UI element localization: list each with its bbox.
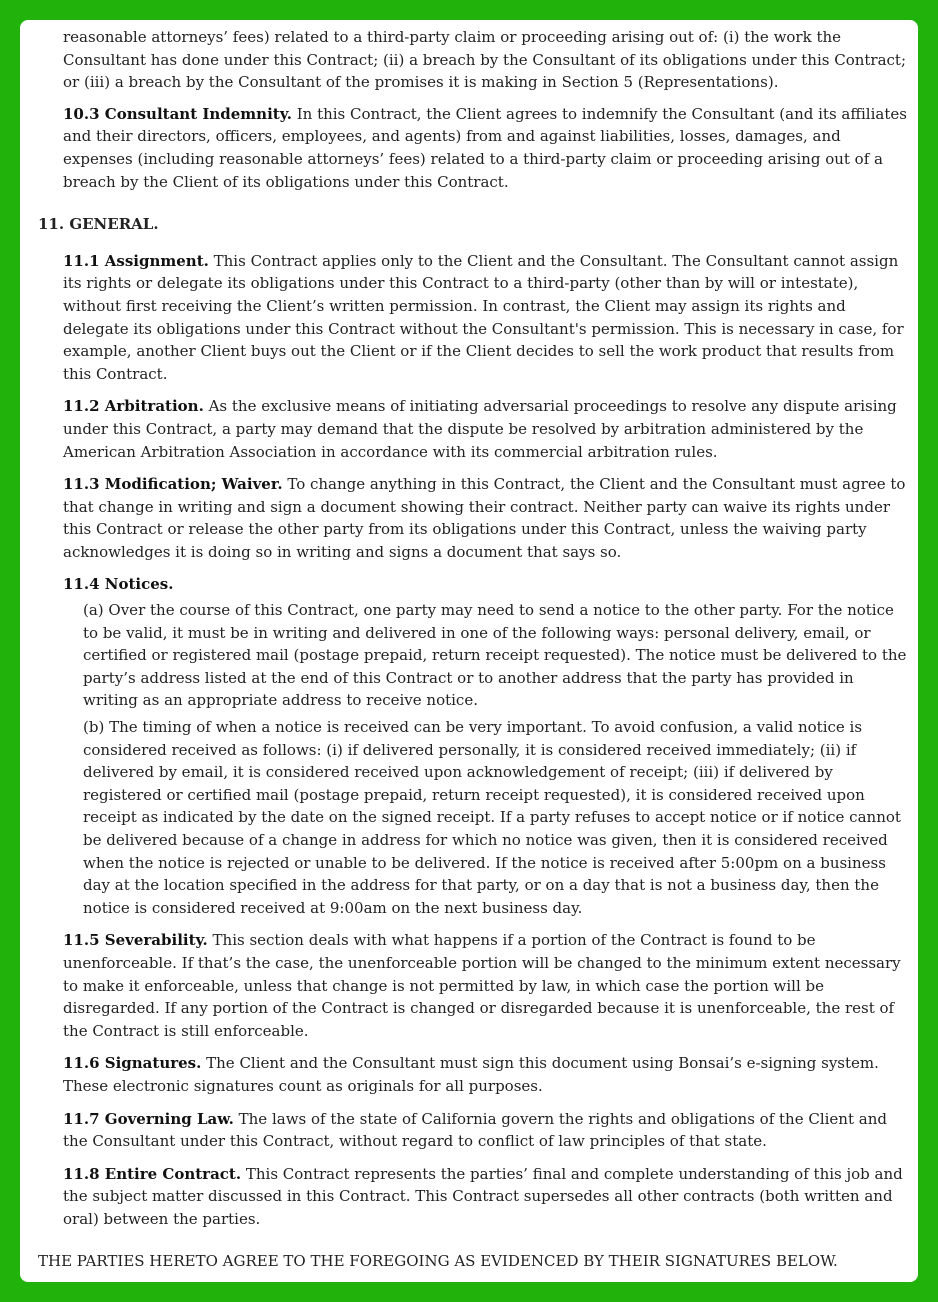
clause-text: The Client and the Consultant must sign this document using Bonsai’s e-signing system. These electronic signatures count as originals for all purposes. — [63, 1054, 879, 1095]
clause-11-3 — [63, 473, 908, 563]
clause-11-8 — [63, 1163, 908, 1231]
clause-title: 11.5 Severability. — [63, 931, 208, 950]
clause-text: reasonable attorneys’ fees) related to a third-party claim or proceeding arising out of: (i) the work the Consultant has done under this Contract; (ii) a breach by the Consultant of its obligations under this Contract; or (iii) a breach by the Consultant of the promises it is making in Section 5 (Representations). — [63, 28, 907, 92]
clause-text: As the exclusive means of initiating adversarial proceedings to resolve any dispute arising under this Contract, a party may demand that the dispute be resolved by arbitration administered by the American Arbitration Association in accordance with its commercial arbitration rules. — [63, 397, 897, 461]
clause-11-2 — [63, 395, 908, 463]
clause-11-1 — [63, 250, 908, 386]
clause-text: To change anything in this Contract, the Client and the Consultant must agree to that change in writing and sign a document showing their contract. Neither party can waive its rights under this Contract or release the other party from its obligations under this Contract, unless the waiving party acknowledges it is doing so in writing and signs a document that says so. — [63, 475, 906, 561]
clause-text: This Contract represents the parties’ final and complete understanding of this job and the subject matter discussed in this Contract. This Contract supersedes all other contracts (both written and oral) between the parties. — [63, 1164, 903, 1228]
clause-title: 10.3 Consultant Indemnity. — [63, 104, 292, 123]
contract-page — [20, 20, 918, 1282]
clause-11-4 — [63, 573, 908, 596]
clause-11-6 — [63, 1052, 908, 1097]
clause-11-5 — [63, 929, 908, 1042]
clause-10-3 — [63, 103, 908, 193]
clause-11-4-b: (b) The timing of when a notice is received can be very important. To avoid confusion, a valid notice is considered received as follows: (i) if delivered personally, it is considered received immediately; (ii) if delivered by email, it is considered received upon acknowledgement of receipt; (iii) if delivered by registered or certified mail (postage prepaid, return receipt requested), it is considered received upon receipt as indicated by the date on the signed receipt. If a party refuses to accept notice or if notice cannot be delivered because of a change in address for which no notice was given, then it is considered received when the notice is rejected or unable to be delivered. If the notice is received after 5:00pm on a business day at the location specified in the address for that party, or on a day that is not a business day, then the notice is considered received at 9:00am on the next business day. — [83, 718, 901, 917]
clause-title: 11.4 Notices. — [63, 575, 174, 594]
clause-title: 11.8 Entire Contract. — [63, 1164, 242, 1183]
clause-title: 11.6 Signatures. — [63, 1054, 202, 1073]
section-heading-general: 11. GENERAL. — [38, 215, 159, 234]
clause-text: This section deals with what happens if a portion of the Contract is found to be unenforceable. If that’s the case, the unenforceable portion will be changed to the minimum extent necessary to make it enforceable, unless that change is not permitted by law, in which case the portion will be disregarded. If any portion of the Contract is changed or disregarded because it is unenforceable, the rest of the Contract is still enforceable. — [63, 931, 901, 1040]
clause-title: 11.1 Assignment. — [63, 251, 209, 270]
clause-11-4-a: (a) Over the course of this Contract, one party may need to send a notice to the other party. For the notice to be valid, it must be in writing and delivered in one of the following ways: personal delivery, email, or certified or registered mail (postage prepaid, return receipt requested). The notice must be delivered to the party’s address listed at the end of this Contract or to another address that the party has provided in writing as an appropriate address to receive notice. — [83, 601, 907, 710]
clause-text: This Contract applies only to the Client and the Consultant. The Consultant cannot assign its rights or delegate its obligations under this Contract to a third-party (other than by will or intestate), without first receiving the Client’s written permission. In contrast, the Client may assign its rights and delegate its obligations under this Contract without the Consultant's permission. This is necessary in case, for example, another Client buys out the Client or if the Client decides to sell the work product that results from this Contract. — [63, 251, 904, 383]
clause-title: 11.7 Governing Law. — [63, 1109, 234, 1128]
clause-text: The laws of the state of California govern the rights and obligations of the Client and the Consultant under this Contract, without regard to conflict of law principles of that state. — [63, 1109, 887, 1151]
clause-title: 11.2 Arbitration. — [63, 397, 204, 416]
clause-10-2-continuation — [63, 26, 908, 94]
clause-11-7 — [63, 1108, 908, 1153]
clause-text: In this Contract, the Client agrees to indemnify the Consultant (and its affiliates and their directors, officers, employees, and agents) from and against liabilities, losses, damages, and expenses (including reasonable attorneys’ fees) related to a third-party claim or proceeding arising out of a breach by the Client of its obligations under this Contract. — [63, 104, 907, 191]
closing-statement: THE PARTIES HERETO AGREE TO THE FOREGOING AS EVIDENCED BY THEIR SIGNATURES BELOW. — [38, 1251, 838, 1270]
clause-title: 11.3 Modification; Waiver. — [63, 475, 283, 494]
